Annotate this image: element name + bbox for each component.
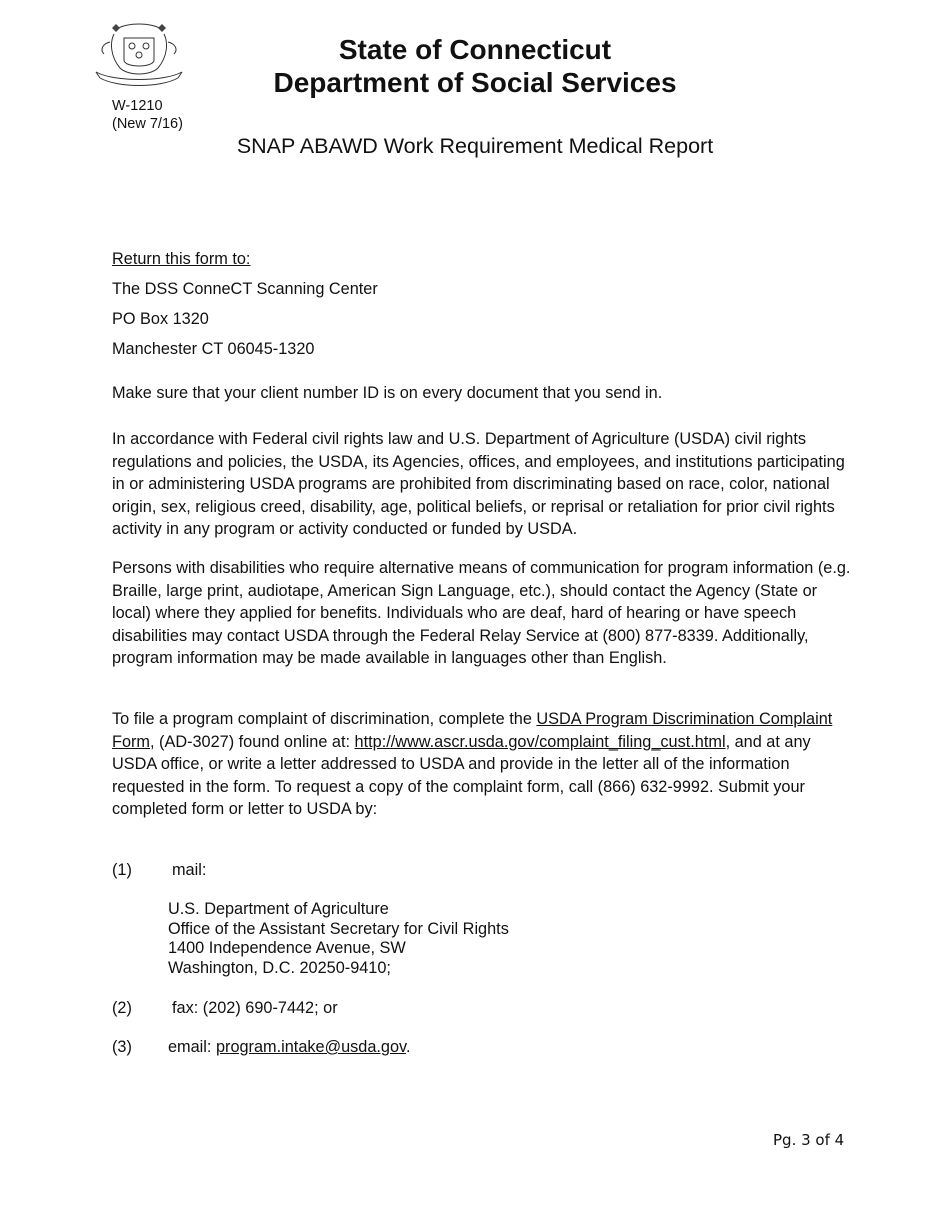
form-revision: (New 7/16) [112, 116, 183, 132]
complaint-url-link[interactable]: http://www.ascr.usda.gov/complaint_filing_cust.html [354, 732, 726, 751]
address-line: U.S. Department of Agriculture [168, 900, 389, 918]
email-number-label: (3) [112, 1038, 132, 1056]
address-line: 1400 Independence Avenue, SW [168, 939, 406, 958]
return-heading: Return this form to: [112, 250, 251, 268]
complaint-form-link[interactable]: USDA Program Discrimination Complaint Form [112, 710, 833, 751]
return-line-1: The DSS ConneCT Scanning Center [112, 280, 378, 298]
complaint-mid-text: , (AD-3027) found online at: [149, 732, 355, 751]
return-line-3: Manchester CT 06045-1320 [112, 340, 315, 358]
page-title-state: State of Connecticut [338, 34, 612, 65]
fax-number-label: (2) [112, 999, 132, 1017]
mail-label: mail: [172, 861, 207, 879]
complaint-rest-text: , and at any USDA office, or write a letter addressed to USDA and provide in the letter all of the information requested in the form. To request a copy of the complaint form, call (866) 632-9992. Submit your completed form or letter to USDA by: [112, 732, 811, 819]
civil-rights-paragraph-1: In accordance with Federal civil rights law and U.S. Department of Agriculture (USDA) civil rights regulations and policies, the USDA, its Agencies, offices, and employees, and institutions participating in or administering USDA programs are prohibited from discriminating based on race, color, national origin, sex, religious creed, disability, age, political beliefs, or reprisal or retaliation for prior civil rights activity in any program or activity conducted or funded by USDA. [112, 430, 845, 539]
mailing-address [168, 900, 509, 979]
client-id-notice: Make sure that your client number ID is on every document that you send in. [112, 384, 663, 402]
email-label: email: [168, 1038, 216, 1056]
address-line: Washington, D.C. 20250-9410; [168, 959, 391, 978]
email-link[interactable]: program.intake@usda.gov [215, 1038, 406, 1056]
fax-text: fax: (202) 690-7442; or [172, 999, 338, 1017]
civil-rights-paragraph-2: Persons with disabilities who require alternative means of communication for program information (e.g. Braille, large print, audiotape, American Sign Language, etc.), should contact the Agency (State or local) where they applied for benefits. Individuals who are deaf, hard of hearing or have speech disabilities may contact USDA through the Federal Relay Service at (800) 877-8339. Additionally, program information may be made available in languages other than English. [112, 559, 851, 668]
form-number: W-1210 [112, 98, 163, 114]
address-line: Office of the Assistant Secretary for Civil Rights [168, 919, 509, 938]
page-title-department: Department of Social Services [273, 67, 677, 98]
mail-number: (1) [112, 861, 132, 879]
page-number: Pg. 3 of 4 [773, 1131, 845, 1149]
form-id-block [112, 97, 183, 133]
email-line [168, 1036, 411, 1058]
complaint-paragraph [112, 708, 852, 821]
email-end: . [405, 1038, 411, 1056]
form-subtitle: SNAP ABAWD Work Requirement Medical Report [236, 134, 714, 158]
return-line-2: PO Box 1320 [112, 310, 209, 328]
complaint-intro-text: To file a program complaint of discrimination, complete the [112, 710, 537, 728]
